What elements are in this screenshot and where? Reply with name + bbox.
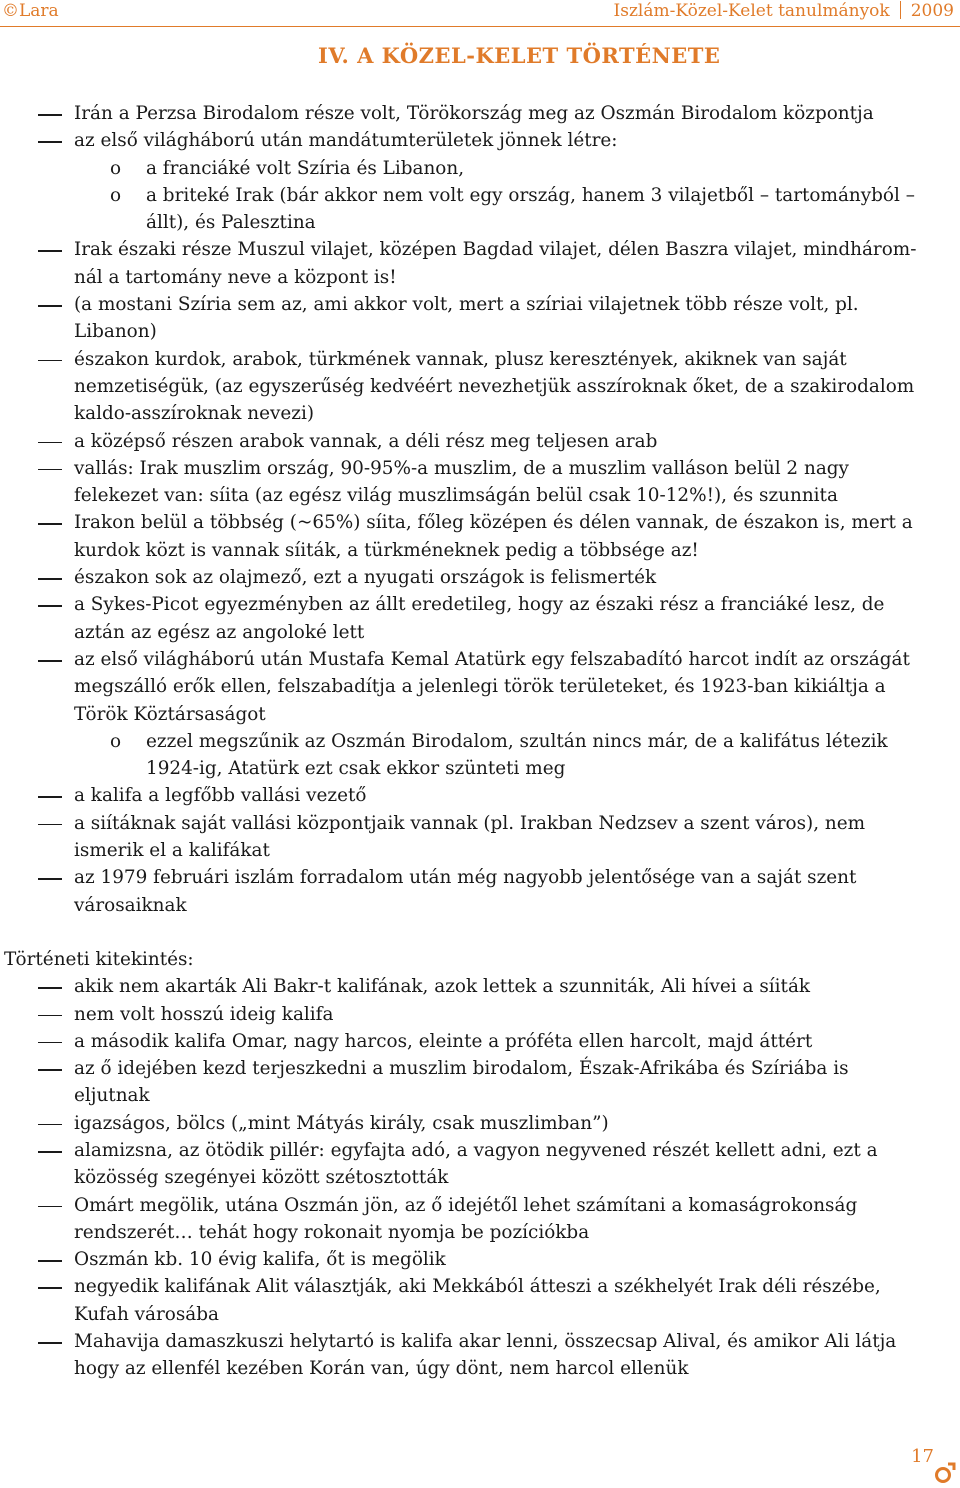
dash-icon bbox=[38, 987, 62, 989]
page-title: IV. A KÖZEL-KELET TÖRTÉNETE bbox=[318, 43, 721, 68]
dash-icon bbox=[38, 1260, 62, 1262]
header-author: ©Lara bbox=[2, 1, 59, 21]
dash-icon bbox=[38, 141, 62, 143]
dash-icon bbox=[38, 469, 62, 471]
dash-icon bbox=[38, 1151, 62, 1153]
sub-list-item bbox=[0, 155, 960, 182]
list-item bbox=[0, 1137, 960, 1192]
list-item bbox=[0, 810, 960, 865]
list-item-text: a siítáknak saját vallási központjaik vannak (pl. Irakban Nedzsev a szent város), nem ismerik el a kalifákat bbox=[74, 812, 866, 862]
list-item bbox=[0, 1246, 960, 1273]
bullet-icon: o bbox=[110, 157, 122, 179]
list-item bbox=[0, 1273, 960, 1328]
list-item-text: északon kurdok, arabok, türkmének vannak, plusz keresztények, akiknek van saját nemzetiségük, (az egyszerűség kedvéért nevezhetjük asszíroknak őket, de a szakirodalom kaldo-asszíroknak nevezi) bbox=[74, 348, 915, 425]
dash-icon bbox=[38, 523, 62, 525]
list-item-text: a franciáké volt Szíria és Libanon, bbox=[146, 157, 465, 179]
dash-icon bbox=[38, 578, 62, 580]
list-item-text: az első világháború után mandátumterületek jönnek létre: bbox=[74, 130, 618, 152]
list-item bbox=[0, 509, 960, 564]
list-item bbox=[0, 100, 960, 127]
list-item-text: az ő idejében kezd terjeszkedni a muszlim birodalom, Észak-Afrikába és Szíriába is eljutnak bbox=[74, 1058, 849, 1107]
list-item-text: igazságos, bölcs („mint Mátyás király, csak muszlimban”) bbox=[74, 1112, 609, 1134]
logo-icon bbox=[934, 1462, 956, 1488]
dash-icon bbox=[38, 1042, 62, 1044]
header-title-block bbox=[614, 1, 954, 21]
header-separator bbox=[900, 1, 901, 19]
list-item bbox=[0, 1001, 960, 1028]
dash-icon bbox=[38, 1069, 62, 1071]
dash-icon bbox=[38, 605, 62, 607]
dash-icon bbox=[38, 1342, 62, 1344]
dash-icon bbox=[38, 250, 62, 252]
dash-icon bbox=[38, 878, 62, 880]
section-heading: Történeti kitekintés: bbox=[4, 948, 194, 970]
list-item-text: (a mostani Szíria sem az, ami akkor volt, mert a szíriai vilajetnek több része volt, pl. Libanon) bbox=[74, 294, 859, 343]
list-item-text: Irak északi része Muszul vilajet, középen Bagdad vilajet, délen Baszra vilajet, mindháromnál a tartomány neve a központ is! bbox=[74, 239, 917, 288]
list-item-text: nem volt hosszú ideig kalifa bbox=[74, 1003, 334, 1025]
dash-icon bbox=[38, 360, 62, 362]
dash-icon bbox=[38, 305, 62, 307]
list-item-text: Irakon belül a többség (~65%) síita, főleg középen és délen vannak, de északon is, mert a kurdok közt is vannak síiták, a türkméneknek pedig a többsége az! bbox=[74, 512, 913, 561]
list-item bbox=[0, 346, 960, 428]
list-item-text: alamizsna, az ötödik pillér: egyfajta adó, a vagyon negyvened részét kellett adni, ezt a közösség szegényei között szétosztották bbox=[74, 1139, 878, 1189]
list-item bbox=[0, 236, 960, 291]
dash-icon bbox=[38, 1124, 62, 1126]
list-item-text: a középső részen arabok vannak, a déli rész meg teljesen arab bbox=[74, 430, 658, 452]
list-item-text: negyedik kalifának Alit választják, aki Mekkából átteszi a székhelyét Irak déli részébe, Kufah városába bbox=[74, 1276, 881, 1325]
page-header bbox=[0, 0, 960, 26]
dash-icon bbox=[38, 1015, 62, 1017]
sub-list-item bbox=[0, 182, 960, 237]
list-item bbox=[0, 127, 960, 154]
list-item-text: vallás: Irak muszlim ország, 90-95%-a muszlim, de a muszlim valláson belül 2 nagy felekezet van: síita (az egész világ muszlimságán belül csak 10-12%!), és szunnita bbox=[74, 457, 849, 507]
list-item bbox=[0, 973, 960, 1000]
dash-icon bbox=[38, 1206, 62, 1208]
list-item-text: a második kalifa Omar, nagy harcos, eleinte a próféta ellen harcolt, majd áttért bbox=[74, 1030, 813, 1052]
header-title: Iszlám-Közel-Kelet tanulmányok bbox=[613, 1, 890, 21]
list-item-text: a Sykes-Picot egyezményben az állt eredetileg, hogy az északi rész a franciáké lesz, de aztán az egész az angoloké lett bbox=[74, 594, 885, 643]
list-item-text: akik nem akarták Ali Bakr-t kalifának, azok lettek a szunniták, Ali hívei a síiták bbox=[74, 976, 811, 998]
list-item-text: északon sok az olajmező, ezt a nyugati országok is felismerték bbox=[74, 567, 657, 589]
list-item bbox=[0, 1028, 960, 1055]
sub-list-item bbox=[0, 728, 960, 783]
header-year: 2009 bbox=[910, 1, 954, 21]
document-body bbox=[0, 100, 960, 1383]
list-item bbox=[0, 1328, 960, 1383]
bullet-icon: o bbox=[110, 184, 122, 206]
list-item bbox=[0, 864, 960, 919]
bullet-icon: o bbox=[110, 730, 122, 752]
header-rule bbox=[0, 26, 960, 27]
list-item-text: Irán a Perzsa Birodalom része volt, Törökország meg az Oszmán Birodalom központja bbox=[74, 103, 874, 124]
list-item bbox=[0, 291, 960, 346]
list-item-text: Oszmán kb. 10 évig kalifa, őt is megölik bbox=[74, 1249, 446, 1271]
list-item-text: ezzel megszűnik az Oszmán Birodalom, szultán nincs már, de a kalifátus létezik 1924-ig, Atatürk ezt csak ekkor szünteti meg bbox=[146, 730, 888, 780]
list-item-text: a kalifa a legfőbb vallási vezető bbox=[74, 785, 367, 807]
page-number: 17 bbox=[911, 1446, 934, 1467]
list-item bbox=[0, 591, 960, 646]
list-item bbox=[0, 646, 960, 728]
list-item bbox=[0, 428, 960, 455]
dash-icon bbox=[38, 796, 62, 798]
list-item-text: az első világháború után Mustafa Kemal Atatürk egy felszabadító harcot indít az országát megszálló erők ellen, felszabadítja a jelenlegi török területeket, és 1923-ban kikiáltja a Török Köztársaságot bbox=[74, 648, 910, 725]
list-item bbox=[0, 1110, 960, 1137]
list-item-text: Mahavija damaszkuszi helytartó is kalifa akar lenni, összecsap Alival, és amikor Ali látja hogy az ellenfél kezében Korán van, úgy dönt, nem harcol ellenük bbox=[74, 1331, 897, 1380]
dash-icon bbox=[38, 114, 62, 116]
list-item bbox=[0, 782, 960, 809]
dash-icon bbox=[38, 1287, 62, 1289]
list-item bbox=[0, 1192, 960, 1247]
list-item-text: a briteké Irak (bár akkor nem volt egy ország, hanem 3 vilajetből – tartományból – állt), és Palesztina bbox=[146, 184, 915, 234]
list-item-text: az 1979 februári iszlám forradalom után még nagyobb jelentősége van a saját szent városaiknak bbox=[74, 867, 857, 916]
list-item-text: Omárt megölik, utána Oszmán jön, az ő idejétől lehet számítani a komaságrokonság rendszerét… tehát hogy rokonait nyomja be pozíciókba bbox=[74, 1194, 858, 1243]
list-item bbox=[0, 455, 960, 510]
list-item bbox=[0, 1055, 960, 1110]
list-item bbox=[0, 564, 960, 591]
dash-icon bbox=[38, 824, 62, 826]
dash-icon bbox=[38, 660, 62, 662]
dash-icon bbox=[38, 442, 62, 444]
